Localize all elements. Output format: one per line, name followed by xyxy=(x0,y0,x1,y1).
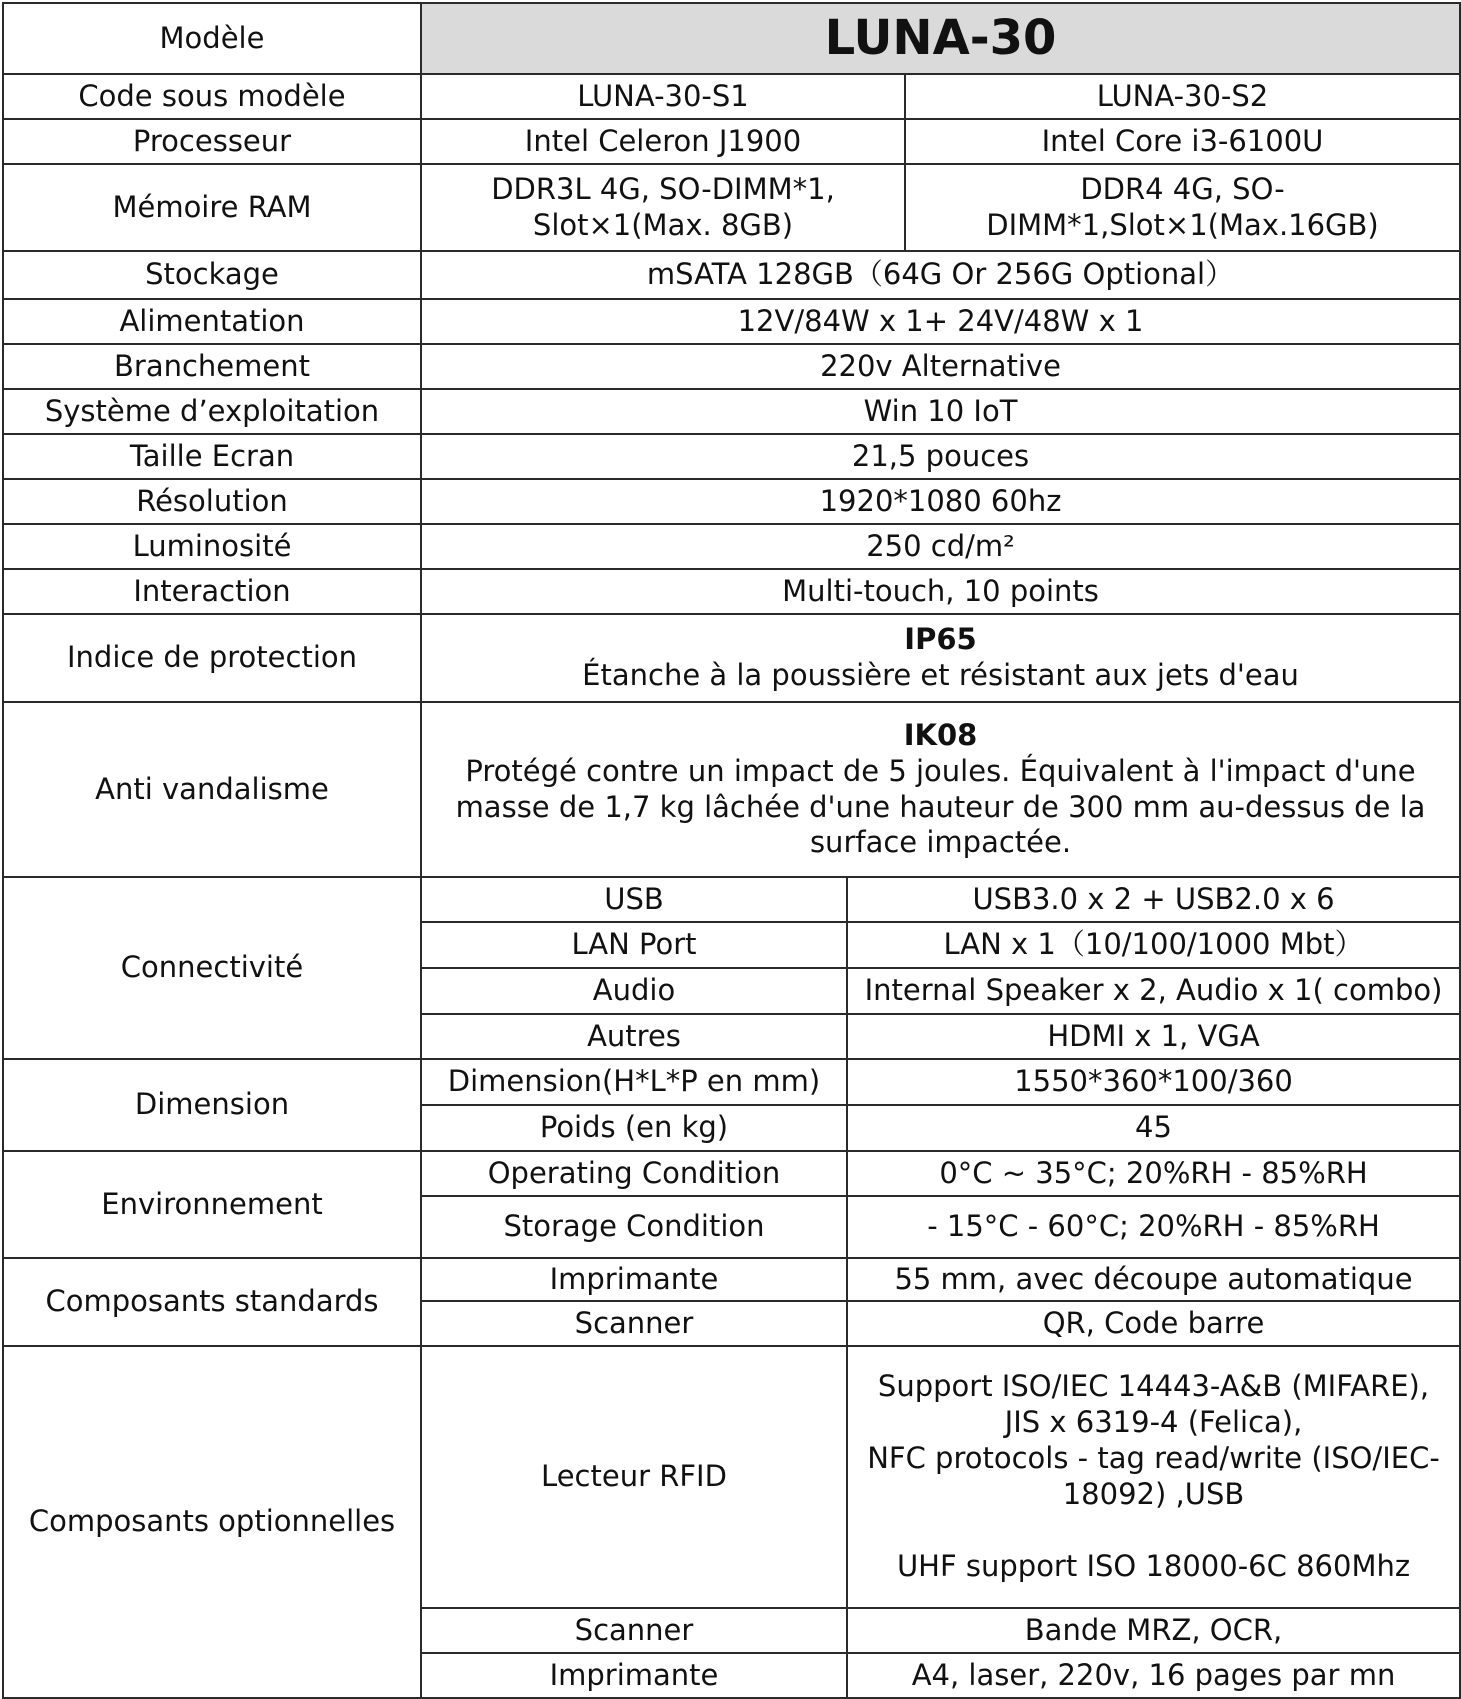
ram-s2 xyxy=(905,164,1460,251)
model-name: LUNA-30 xyxy=(421,3,1460,74)
standard-name: Imprimante xyxy=(421,1258,847,1301)
ram-s1 xyxy=(421,164,905,251)
power-label: Alimentation xyxy=(3,299,421,344)
row-submodel xyxy=(3,74,1460,119)
row-connectivity-usb xyxy=(3,877,1460,922)
environment-name: Storage Condition xyxy=(421,1196,847,1258)
ram-s2-line: DIMM*1,Slot×1(Max.16GB) xyxy=(986,207,1379,242)
os-label: Système d’exploitation xyxy=(3,389,421,434)
optional-value: A4, laser, 220v, 16 pages par mn xyxy=(847,1653,1460,1698)
dimension-label: Dimension xyxy=(3,1059,421,1151)
storage-value: mSATA 128GB（64G Or 256G Optional） xyxy=(421,251,1460,299)
resolution-label: Résolution xyxy=(3,479,421,524)
rfid-spacer xyxy=(852,1513,1455,1549)
connectivity-label: Connectivité xyxy=(3,877,421,1059)
os-value: Win 10 IoT xyxy=(421,389,1460,434)
standard-value: 55 mm, avec découpe automatique xyxy=(847,1258,1460,1301)
row-resolution xyxy=(3,479,1460,524)
connectivity-value: HDMI x 1, VGA xyxy=(847,1014,1460,1059)
spec-table xyxy=(2,2,1461,1699)
screen-label: Taille Ecran xyxy=(3,434,421,479)
interaction-label: Interaction xyxy=(3,569,421,614)
environment-value: - 15°C - 60°C; 20%RH - 85%RH xyxy=(847,1196,1460,1258)
row-interaction xyxy=(3,569,1460,614)
dimension-value: 45 xyxy=(847,1105,1460,1151)
protection-desc: Étanche à la poussière et résistant aux jets d'eau xyxy=(582,658,1299,692)
connectivity-name: LAN Port xyxy=(421,922,847,968)
dimension-name: Poids (en kg) xyxy=(421,1105,847,1151)
brightness-label: Luminosité xyxy=(3,524,421,569)
rfid-value xyxy=(847,1346,1460,1608)
row-plug xyxy=(3,344,1460,389)
standard-name: Scanner xyxy=(421,1301,847,1346)
environment-value: 0°C ~ 35°C; 20%RH - 85%RH xyxy=(847,1151,1460,1196)
environment-label: Environnement xyxy=(3,1151,421,1258)
cpu-label: Processeur xyxy=(3,119,421,164)
connectivity-name: Autres xyxy=(421,1014,847,1059)
row-screen xyxy=(3,434,1460,479)
row-environment-operating xyxy=(3,1151,1460,1196)
optional-name: Scanner xyxy=(421,1608,847,1653)
protection-code: IP65 xyxy=(904,622,977,657)
cpu-s1: Intel Celeron J1900 xyxy=(421,119,905,164)
rfid-line: 18092) ,USB xyxy=(1062,1477,1245,1511)
row-storage xyxy=(3,251,1460,299)
connectivity-value: LAN x 1（10/100/1000 Mbt） xyxy=(847,922,1460,968)
vandal-code: IK08 xyxy=(903,717,978,752)
vandal-desc-line: surface impactée. xyxy=(809,825,1072,860)
optional-value: Bande MRZ, OCR, xyxy=(847,1608,1460,1653)
row-standard-printer xyxy=(3,1258,1460,1301)
row-optional-rfid xyxy=(3,1346,1460,1608)
optional-label: Composants optionnelles xyxy=(3,1346,421,1698)
standard-label: Composants standards xyxy=(3,1258,421,1346)
connectivity-value: Internal Speaker x 2, Audio x 1( combo) xyxy=(847,968,1460,1014)
protection-value xyxy=(421,614,1460,702)
row-cpu xyxy=(3,119,1460,164)
row-power xyxy=(3,299,1460,344)
row-os xyxy=(3,389,1460,434)
power-value: 12V/84W x 1+ 24V/48W x 1 xyxy=(421,299,1460,344)
model-label: Modèle xyxy=(3,3,421,74)
connectivity-name: Audio xyxy=(421,968,847,1014)
row-model xyxy=(3,3,1460,74)
rfid-line: Support ISO/IEC 14443-A&B (MIFARE), xyxy=(877,1369,1430,1404)
storage-label: Stockage xyxy=(3,251,421,299)
ram-s1-line: DDR3L 4G, SO-DIMM*1, xyxy=(491,171,835,206)
optional-name: Imprimante xyxy=(421,1653,847,1698)
ram-label: Mémoire RAM xyxy=(3,164,421,251)
vandal-desc-line: Protégé contre un impact de 5 joules. Équivalent à l'impact d'une xyxy=(465,753,1416,788)
ram-s2-line: DDR4 4G, SO- xyxy=(1080,171,1285,206)
environment-name: Operating Condition xyxy=(421,1151,847,1196)
submodel-s1: LUNA-30-S1 xyxy=(421,74,905,119)
plug-label: Branchement xyxy=(3,344,421,389)
standard-value: QR, Code barre xyxy=(847,1301,1460,1346)
resolution-value: 1920*1080 60hz xyxy=(421,479,1460,524)
connectivity-name: USB xyxy=(421,877,847,922)
row-brightness xyxy=(3,524,1460,569)
connectivity-value: USB3.0 x 2 + USB2.0 x 6 xyxy=(847,877,1460,922)
protection-label: Indice de protection xyxy=(3,614,421,702)
dimension-name: Dimension(H*L*P en mm) xyxy=(421,1059,847,1105)
rfid-uhf: UHF support ISO 18000-6C 860Mhz xyxy=(896,1548,1411,1583)
dimension-value: 1550*360*100/360 xyxy=(847,1059,1460,1105)
brightness-value: 250 cd/m² xyxy=(421,524,1460,569)
row-protection xyxy=(3,614,1460,702)
rfid-name: Lecteur RFID xyxy=(421,1346,847,1608)
submodel-s2: LUNA-30-S2 xyxy=(905,74,1460,119)
rfid-line: NFC protocols - tag read/write (ISO/IEC- xyxy=(867,1441,1440,1476)
submodel-label: Code sous modèle xyxy=(3,74,421,119)
rfid-line: JIS x 6319-4 (Felica), xyxy=(1004,1405,1303,1440)
vandal-desc-line: masse de 1,7 kg lâchée d'une hauteur de 300 mm au-dessus de la xyxy=(455,789,1426,824)
interaction-value: Multi-touch, 10 points xyxy=(421,569,1460,614)
cpu-s2: Intel Core i3-6100U xyxy=(905,119,1460,164)
row-ram xyxy=(3,164,1460,251)
vandal-value xyxy=(421,702,1460,877)
ram-s1-line: Slot×1(Max. 8GB) xyxy=(532,207,794,242)
vandal-label: Anti vandalisme xyxy=(3,702,421,877)
row-vandal xyxy=(3,702,1460,877)
plug-value: 220v Alternative xyxy=(421,344,1460,389)
screen-value: 21,5 pouces xyxy=(421,434,1460,479)
row-dimension-size xyxy=(3,1059,1460,1105)
